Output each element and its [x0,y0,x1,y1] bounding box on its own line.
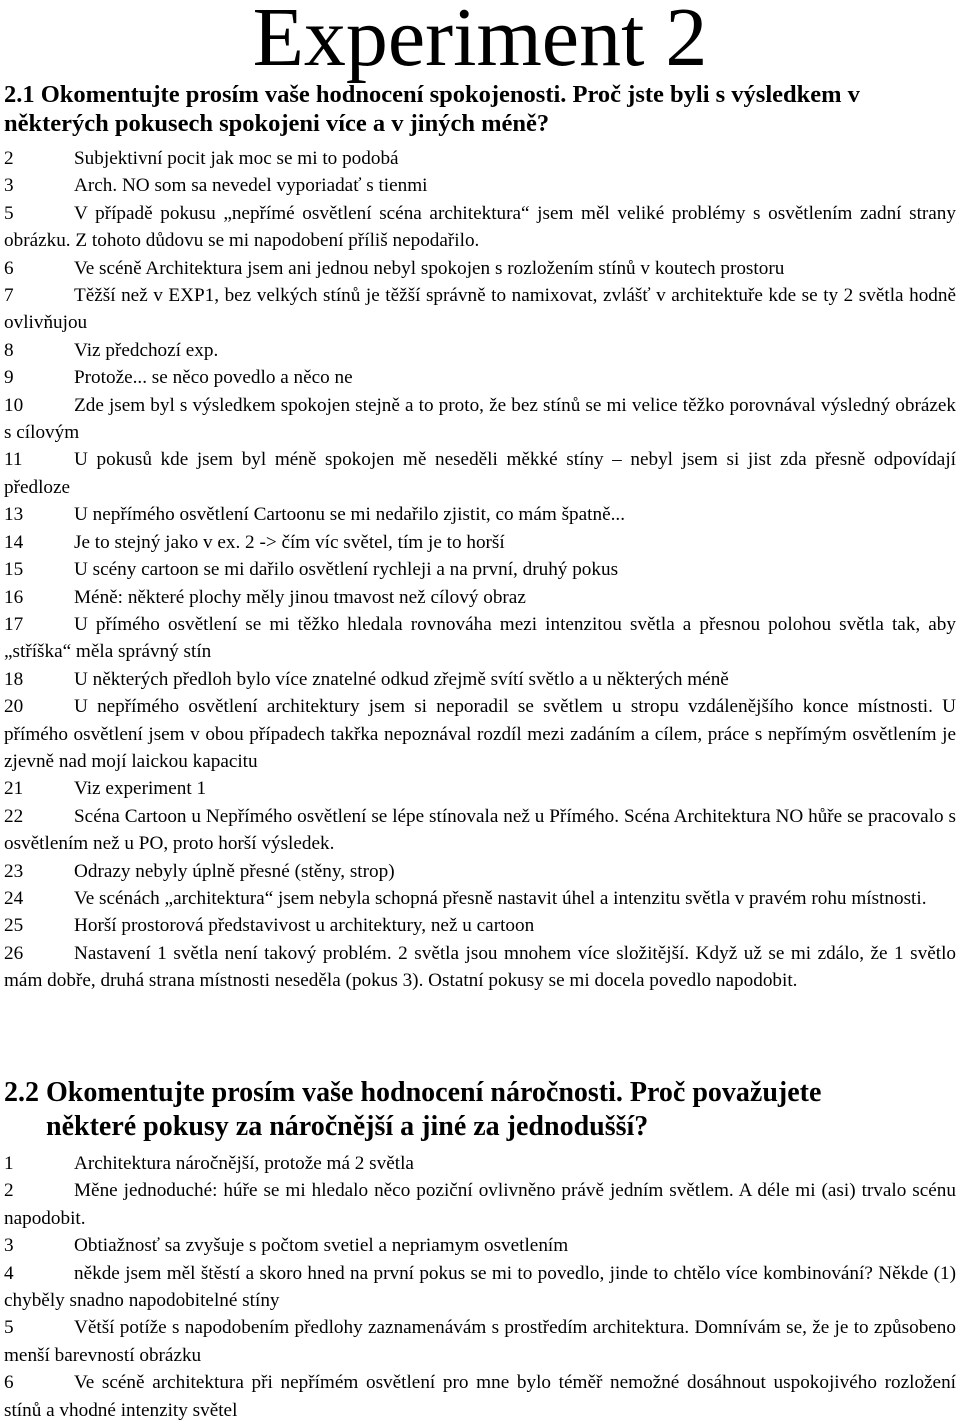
list-item [4,446,956,501]
item-number: 3 [4,1235,14,1257]
item-text: Těžší než v EXP1, bez velkých stínů je těžší správně to namixovat, zvlášť v architektuře kde se ty 2 světla hodně ovlivňujou [4,285,956,334]
item-text: Obtiažnosť sa zvyšuje s počtom svetiel a nepriamym osvetlením [74,1235,569,1257]
list-item [4,1177,956,1232]
item-text: Zde jsem byl s výsledkem spokojen stejně a to proto, že bez stínů se mi velice těžko porovnával výsledný obrázek s cílovým [4,394,956,444]
list-item [4,501,956,528]
section-2-list [4,1150,956,1424]
item-number: 24 [4,887,24,909]
list-item [4,145,956,172]
item-text: Viz předchozí exp. [74,339,219,361]
list-item [4,803,956,858]
item-number: 2 [4,1180,14,1202]
item-text: Odrazy nebyly úplně přesné (stěny, strop) [74,860,395,882]
item-number: 1 [4,1153,14,1174]
item-number: 5 [4,202,14,224]
item-text: Protože... se něco povedlo a něco ne [74,367,353,389]
list-item [4,940,956,995]
list-item [4,912,956,939]
item-text: Arch. NO som sa nevedel vyporiadať s tienmi [74,175,428,197]
item-text: Ve scénách „architektura“ jsem nebyla schopná přesně nastavit úhel a intenzitu světla v pravém rohu místnosti. [74,887,927,909]
item-number: 3 [4,175,14,197]
item-text: Méně: některé plochy měly jinou tmavost než cílový obraz [74,586,526,608]
section-2-heading-line-1: 2.2 Okomentujte prosím vaše hodnocení náročnosti. Proč považujete [4,1077,822,1108]
list-item [4,337,956,364]
item-number: 7 [4,285,14,307]
item-number: 9 [4,367,14,389]
list-item [4,556,956,583]
list-item [4,1369,956,1424]
item-text: U scény cartoon se mi dařilo osvětlení rychleji a na první, druhý pokus [74,559,619,581]
item-number: 14 [4,531,24,553]
item-text: Je to stejný jako v ex. 2 -> čím víc světel, tím je to horší [74,531,505,553]
item-number: 22 [4,805,24,827]
item-text: Viz experiment 1 [74,778,207,800]
item-text: Nastavení 1 světla není takový problém. 2 světla jsou mnohem více složitější. Když už se mi zdálo, že 1 světlo mám dobře, druhá strana místnosti neseděla (pokus 3). Ostatní pokusy se mi docela povedlo napodobit. [4,942,956,992]
list-item [4,1260,956,1315]
item-text: někde jsem měl štěstí a skoro hned na první pokus se mi to povedlo, jinde to chtělo více kombinování? Někde (1) chyběly snadno napodobitelné stíny [4,1262,956,1312]
item-number: 10 [4,394,24,416]
list-item [4,364,956,391]
item-text: Měne jednoduché: húře se mi hledalo něco poziční ovlivněno právě jedním světlem. A déle mi (asi) trvalo scénu napodobit. [4,1180,956,1229]
item-number: 5 [4,1317,14,1339]
item-text: U pokusů kde jsem byl méně spokojen mě neseděli měkké stíny – nebyl jsem si jist zda přesně odpovídají předloze [4,449,956,498]
list-item [4,666,956,693]
item-text: U nepřímého osvětlení Cartoonu se mi nedařilo zjistit, co mám špatně... [74,504,625,526]
item-text: U nepřímého osvětlení architektury jsem si neporadil se světlem u stropu vzdálenějšího konce místnosti. U přímého osvětlení jsem v obou případech takřka nepoznával rozdíl mezi zadáním a cílem, práce s nepřímým osvětlením je zjevně nad mojí laickou kapacitu [4,696,956,772]
list-item [4,858,956,885]
item-text: Horší prostorová představivost u architektury, než u cartoon [74,915,535,937]
item-text: Scéna Cartoon u Nepřímého osvětlení se lépe stínovala než u Přímého. Scéna Architektura NO hůře se pracovalo s osvětlením než u PO, proto horší výsledek. [4,805,956,855]
item-text: Větší potíže s napodobením předlohy zaznamenávám s prostředím architektura. Domnívám se, že je to způsobeno menší barevností obrázku [4,1317,956,1366]
item-text: U některých předloh bylo více znatelné odkud zřejmě svítí světlo a u některých méně [74,668,729,690]
list-item [4,255,956,282]
page-title: Experiment 2 [252,0,708,84]
item-text: V případě pokusu „nepřímé osvětlení scéna architektura“ jsem měl veliké problémy s osvětlením zadní strany obrázku. Z tohoto důdovu se mi napodobení příliš nepodařilo. [4,202,956,252]
list-item [4,693,956,775]
item-number: 21 [4,778,24,800]
list-item [4,529,956,556]
item-number: 17 [4,613,24,635]
item-number: 8 [4,339,14,361]
section-1-list [4,145,956,995]
list-item [4,1150,956,1177]
list-item [4,611,956,666]
item-text: U přímého osvětlení se mi těžko hledala rovnováha mezi intenzitou světla a přesnou polohou světla tak, aby „stříška“ měla správný stín [4,613,956,663]
section-1-heading: 2.1 Okomentujte prosím vaše hodnocení spokojenosti. Proč jste byli s výsledkem v některých pokusech spokojeni více a v jiných méně? [4,81,860,137]
item-number: 26 [4,942,24,964]
item-number: 6 [4,257,14,279]
item-text: Ve scéně Architektura jsem ani jednou nebyl spokojen s rozložením stínů v koutech prostoru [74,257,785,279]
list-item [4,200,956,255]
list-item [4,1314,956,1369]
list-item [4,885,956,912]
list-item [4,172,956,199]
item-text: Architektura náročnější, protože má 2 světla [74,1153,414,1174]
item-text: Subjektivní pocit jak moc se mi to podobá [74,148,399,169]
item-number: 15 [4,559,24,581]
list-item [4,1232,956,1259]
item-number: 25 [4,915,24,937]
list-item [4,584,956,611]
item-number: 6 [4,1372,14,1394]
list-item [4,775,956,802]
item-text: Ve scéně architektura při nepřímém osvětlení pro mne bylo téměř nemožné dosáhnout uspokojivého rozložení stínů a vhodné intenzity světel [4,1372,956,1421]
section-2-heading [4,1076,956,1144]
item-number: 20 [4,696,24,718]
list-item [4,282,956,337]
item-number: 13 [4,504,24,526]
list-item [4,392,956,447]
item-number: 16 [4,586,24,608]
item-number: 4 [4,1262,14,1284]
item-number: 23 [4,860,24,882]
item-number: 18 [4,668,24,690]
section-2-heading-line-2: některé pokusy za náročnější a jiné za jednodušší? [46,1111,649,1142]
item-number: 11 [4,449,23,471]
item-number: 2 [4,148,14,169]
